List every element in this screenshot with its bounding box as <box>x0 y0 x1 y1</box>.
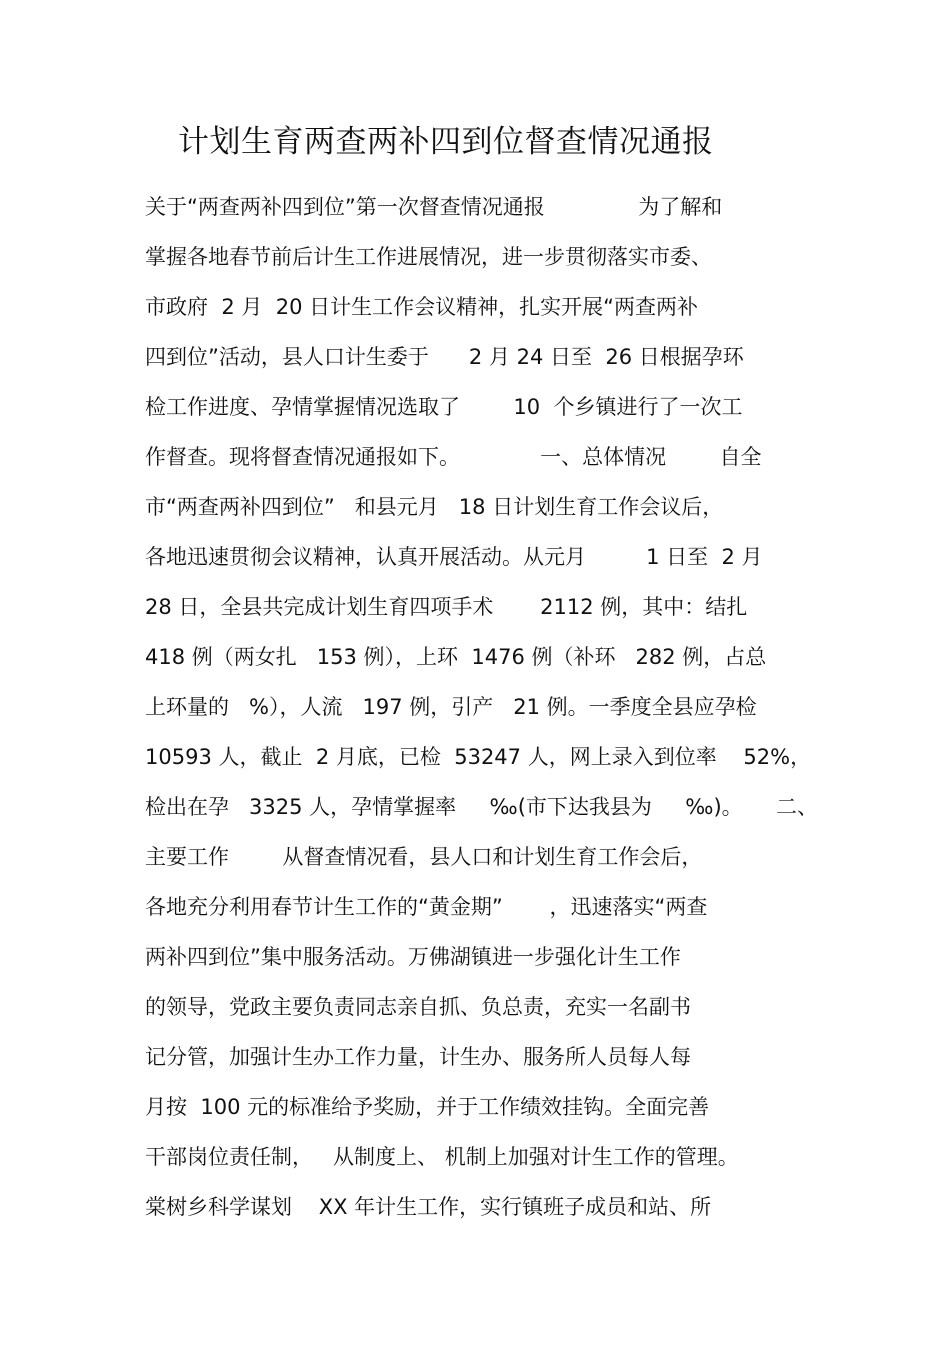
body-line: 关于“两查两补四到位”第一次督查情况通报 为了解和 <box>145 195 723 219</box>
body-line: 检工作进度、孕情掌握情况选取了 10 个乡镇进行了一次工 <box>145 395 743 419</box>
document-title: 计划生育两查两补四到位督查情况通报 <box>178 124 714 160</box>
body-line: 上环量的 %），人流 197 例，引产 21 例。一季度全县应孕检 <box>145 695 757 719</box>
body-line: 各地充分利用春节计生工作的“黄金期” ，迅速落实“两查 <box>145 895 708 919</box>
body-line: 四到位”活动，县人口计生委于 2 月 24 日至 26 日根据孕环 <box>145 345 744 369</box>
body-line: 干部岗位责任制， 从制度上、 机制上加强对计生工作的管理。 <box>145 1145 739 1169</box>
body-line: 28 日，全县共完成计划生育四项手术 2112 例，其中：结扎 <box>145 595 748 619</box>
body-line: 主要工作 从督查情况看，县人口和计划生育工作会后， <box>145 845 703 869</box>
body-line: 棠树乡科学谋划 XX 年计生工作，实行镇班子成员和站、所 <box>145 1195 712 1219</box>
body-line: 的领导，党政主要负责同志亲自抓、负总责，充实一名副书 <box>145 995 691 1019</box>
body-line: 市“两查两补四到位” 和县元月 18 日计划生育工作会议后， <box>145 495 724 519</box>
body-line: 掌握各地春节前后计生工作进展情况，进一步贯彻落实市委、 <box>145 245 712 269</box>
body-line: 记分管，加强计生办工作力量，计生办、服务所人员每人每 <box>145 1045 691 1069</box>
body-line: 检出在孕 3325 人，孕情掌握率 ‰(市下达我县为 ‰)。 二、 <box>145 795 819 819</box>
body-line: 418 例（两女扎 153 例），上环 1476 例（补环 282 例，占总 <box>145 645 767 669</box>
document-body <box>145 186 845 1236</box>
body-line: 月按 100 元的标准给予奖励，并于工作绩效挂钩。全面完善 <box>145 1095 710 1119</box>
body-line: 两补四到位”集中服务活动。万佛湖镇进一步强化计生工作 <box>145 945 681 969</box>
body-line: 作督查。现将督查情况通报如下。 一、总体情况 自全 <box>145 445 762 469</box>
body-line: 10593 人，截止 2 月底，已检 53247 人，网上录入到位率 52%， <box>145 745 812 769</box>
body-line: 市政府 2 月 20 日计生工作会议精神，扎实开展“两查两补 <box>145 295 699 319</box>
body-line: 各地迅速贯彻会议精神，认真开展活动。从元月 1 日至 2 月 <box>145 545 763 569</box>
